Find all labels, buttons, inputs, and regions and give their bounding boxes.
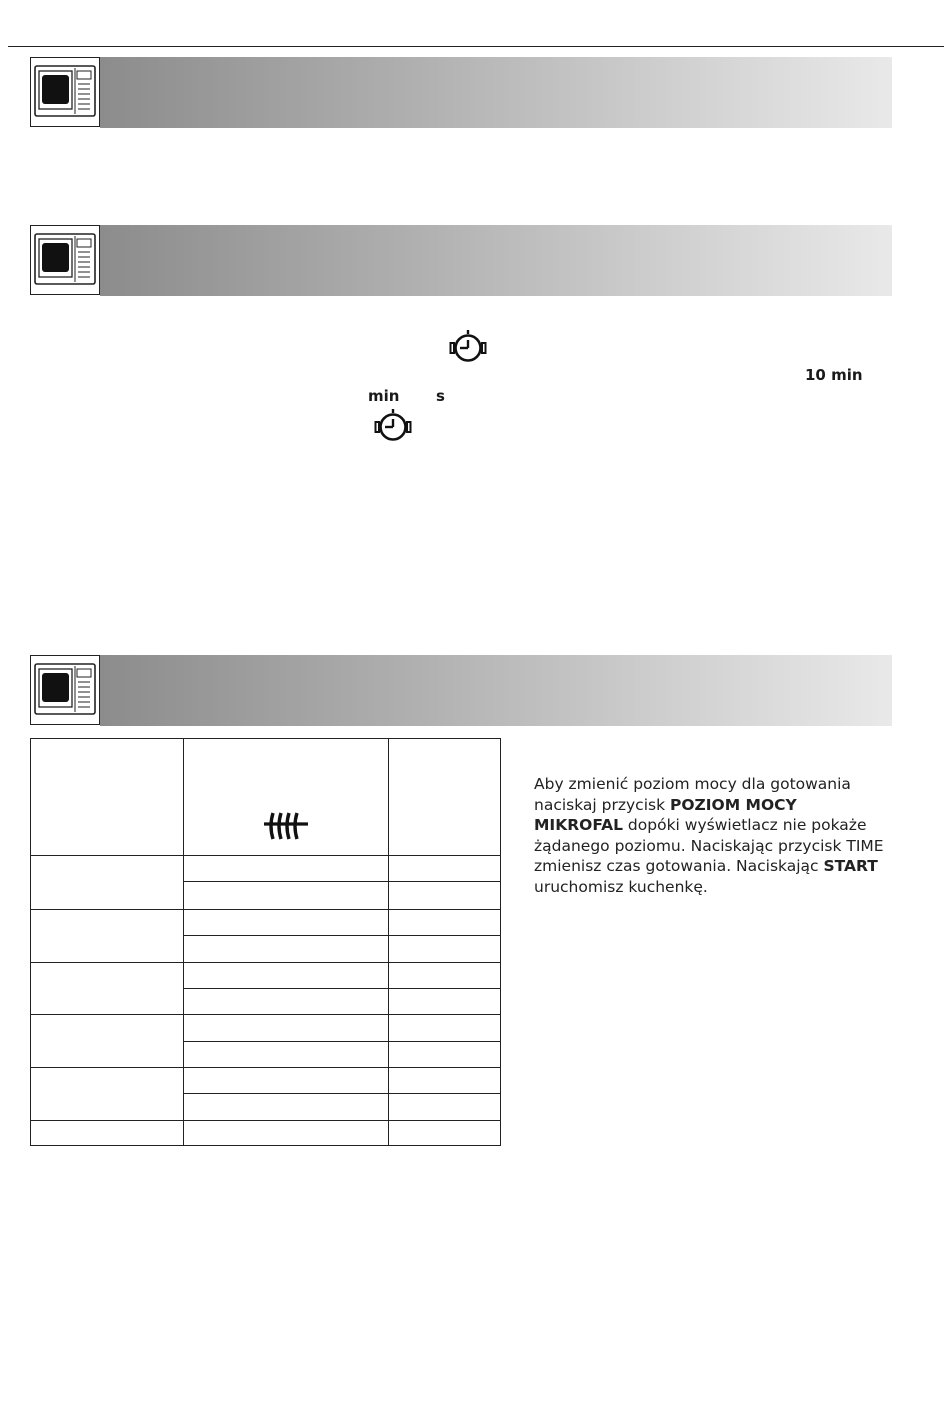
power-level-table (30, 738, 501, 1146)
table-cell (31, 1121, 184, 1146)
table-cell (389, 1015, 501, 1042)
table-header-cell (184, 739, 389, 856)
section-header-3 (30, 655, 892, 726)
table-header-cell (389, 739, 501, 856)
table-row (31, 910, 501, 936)
table-cell (389, 856, 501, 882)
table-cell (389, 936, 501, 963)
table-cell (184, 1094, 389, 1121)
section-header-1 (30, 57, 892, 128)
table-row (31, 1015, 501, 1042)
table-row (31, 963, 501, 989)
microwave-icon (30, 655, 100, 725)
section-header-bar (100, 225, 892, 296)
table-cell (389, 882, 501, 910)
table-cell (184, 989, 389, 1015)
table-cell (31, 963, 184, 1015)
table-cell (184, 1068, 389, 1094)
table-row (31, 856, 501, 882)
power-level-button-label: POZIOM MOCY MIKROFAL (534, 795, 797, 834)
table-cell (389, 989, 501, 1015)
table-cell (389, 910, 501, 936)
table-cell (389, 1068, 501, 1094)
section-header-2 (30, 225, 892, 296)
minutes-unit-label: min (368, 387, 400, 405)
table-cell (184, 1042, 389, 1068)
microwave-icon (30, 225, 100, 295)
table-cell (184, 963, 389, 989)
table-cell (389, 1094, 501, 1121)
table-cell (31, 1068, 184, 1121)
start-button-label: START (823, 857, 878, 875)
grill-rack-icon (261, 809, 311, 847)
description-text: uruchomisz kuchenkę. (534, 877, 708, 896)
table-cell (389, 963, 501, 989)
table-cell (31, 856, 184, 910)
table-cell (184, 1121, 389, 1146)
table-cell (389, 1121, 501, 1146)
table-cell (184, 1015, 389, 1042)
table-cell (184, 936, 389, 963)
table-cell (184, 856, 389, 882)
duration-label: 10 min (805, 366, 863, 384)
seconds-unit-label: s (436, 387, 445, 405)
description-text: dopóki wyświetlacz nie pokaże żądanego poziomu. Naciskając przycisk TIME zmienisz czas gotowania. Naciskając (534, 816, 884, 875)
table-cell (31, 910, 184, 963)
table-header-row (31, 739, 501, 856)
top-rule (8, 46, 944, 47)
power-level-description (534, 774, 884, 897)
table-cell (31, 1015, 184, 1068)
microwave-icon (30, 57, 100, 127)
section-header-bar (100, 57, 892, 128)
timer-icon (449, 328, 487, 368)
description-text: Aby zmienić poziom mocy dla gotowania naciskaj przycisk (534, 775, 851, 814)
timer-icon (374, 407, 412, 447)
table-header-cell (31, 739, 184, 856)
table-cell (389, 1042, 501, 1068)
section-header-bar (100, 655, 892, 726)
table-cell (184, 882, 389, 910)
table-cell (184, 910, 389, 936)
table-row (31, 1068, 501, 1094)
table-row (31, 1121, 501, 1146)
